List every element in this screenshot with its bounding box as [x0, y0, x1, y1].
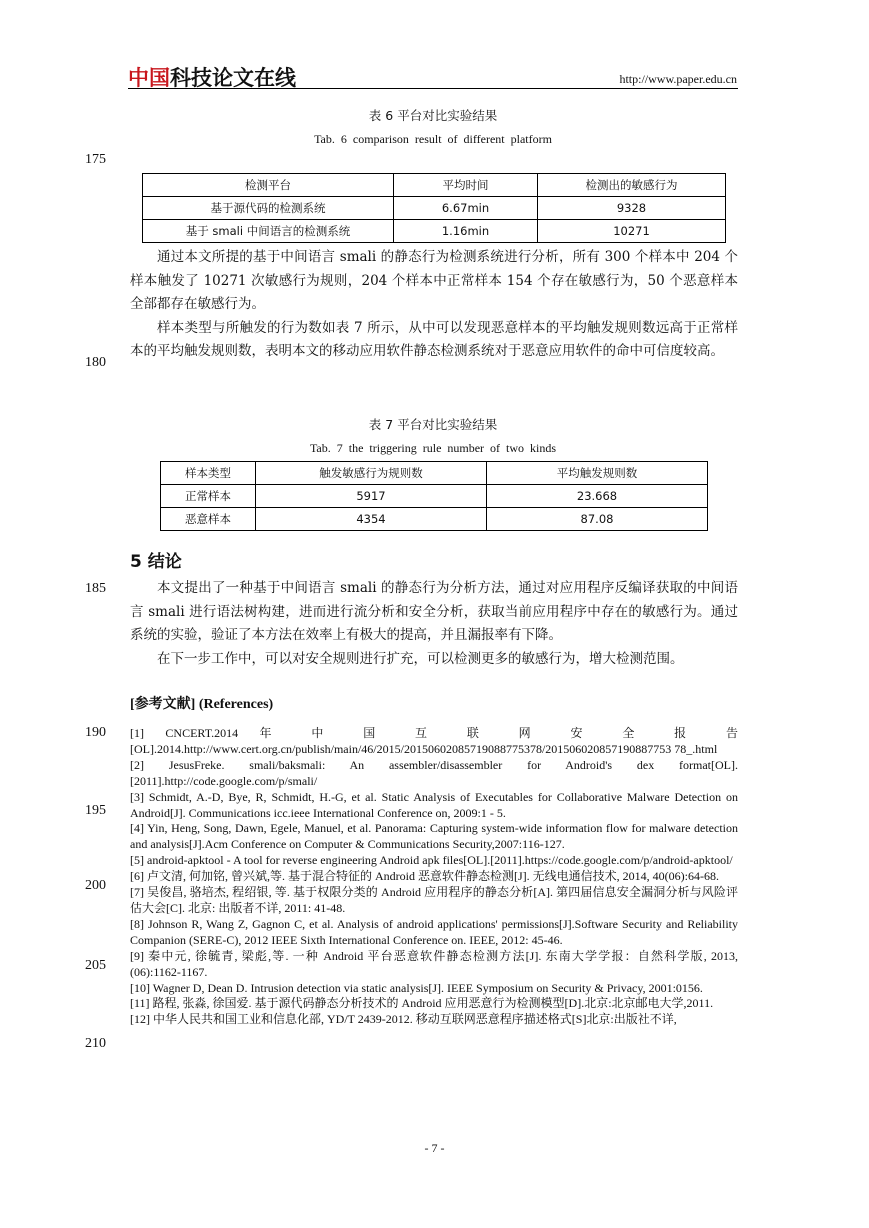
table-header-cell: 触发敏感行为规则数 — [256, 462, 487, 485]
references-heading: [参考文献] (References) — [130, 697, 274, 712]
conclusion-paragraphs — [130, 577, 738, 671]
reference-item: [3] Schmidt, A.-D, Bye, R, Schmidt, H.-G, et al. Static Analysis of Executables for Collaborative Malware Detection on Android[J]. Communications icc.ieee International Conference on, 2009:1 - 5. — [130, 789, 738, 820]
table-cell: 1.16min — [394, 220, 538, 243]
table-header-cell: 平均触发规则数 — [487, 462, 708, 485]
table-header-cell: 样本类型 — [161, 462, 256, 485]
table6 — [142, 173, 726, 243]
table-cell: 9328 — [538, 197, 726, 220]
header-rule — [128, 88, 738, 89]
line-number-200: 200 — [85, 878, 106, 893]
logo-red-text: 中国 — [128, 66, 170, 90]
reference-item: [2] JesusFreke. smali/baksmali: An assembler/disassembler for Android's dex format[OL].[2011].http://code.google.com/p/smali/ — [130, 757, 738, 788]
reference-item: [12] 中华人民共和国工业和信息化部, YD/T 2439-2012. 移动互联网恶意程序描述格式[S]北京:出版社不详, — [130, 1012, 677, 1027]
line-number-190: 190 — [85, 725, 106, 740]
table6-caption-cn: 表 6 平台对比实验结果 — [368, 108, 498, 123]
table-row — [143, 220, 726, 243]
table-cell: 5917 — [256, 485, 487, 508]
table-row — [161, 462, 708, 485]
line-number-205: 205 — [85, 958, 106, 973]
reference-list — [130, 726, 738, 1028]
line-number-195: 195 — [85, 803, 106, 818]
table-cell: 10271 — [538, 220, 726, 243]
table-cell: 基于源代码的检测系统 — [143, 197, 394, 220]
table-row — [161, 485, 708, 508]
reference-item: [4] Yin, Heng, Song, Dawn, Egele, Manuel, et al. Panorama: Capturing system-wide information flow for malware detection and analysis[J].Acm Conference on Computer & Communications Security,2007:116-127. — [130, 821, 738, 852]
table-cell: 4354 — [256, 508, 487, 531]
paragraph: 在下一步工作中，可以对安全规则进行扩充，可以检测更多的敏感行为，增大检测范围。 — [157, 650, 684, 667]
table-row — [161, 508, 708, 531]
section-title: 5 结论 — [130, 552, 182, 572]
reference-item: [6] 卢文清, 何加铭, 曾兴斌,等. 基于混合特征的 Android 恶意软件静态检测[J]. 无线电通信技术, 2014, 40(06):64-68. — [130, 869, 719, 884]
reference-item: [9] 秦中元, 徐毓青, 梁彪,等. 一种 Android 平台恶意软件静态检测方法[J]. 东南大学学报：自然科学版, 2013, (06):1162-1167. — [130, 948, 738, 979]
results-paragraphs — [130, 246, 738, 364]
table-cell: 6.67min — [394, 197, 538, 220]
header-url[interactable]: http://www.paper.edu.cn — [619, 72, 737, 86]
reference-item: [7] 吴俊昌, 骆培杰, 程绍银, 等. 基于权限分类的 Android 应用程序的静态分析[A]. 第四届信息安全漏洞分析与风险评估大会[C]. 北京: 出版者不详, 2011: 41-48. — [130, 885, 738, 915]
reference-item: [11] 路程, 张淼, 徐国爱. 基于源代码静态分析技术的 Android 应用恶意行为检测模型[D].北京:北京邮电大学,2011. — [130, 996, 714, 1011]
table7-caption-cn: 表 7 平台对比实验结果 — [368, 417, 498, 432]
table-row — [143, 174, 726, 197]
logo-black-text: 科技论文在线 — [170, 66, 296, 90]
paragraph: 样本类型与所触发的行为数如表 7 所示，从中可以发现恶意样本的平均触发规则数远高于正常样本的平均触发规则数，表明本文的移动应用软件静态检测系统对于恶意应用软件的命中可信度较高。 — [130, 319, 738, 359]
table7-caption-en: Tab. 7 the triggering rule number of two kinds — [309, 441, 557, 455]
line-number-175: 175 — [85, 152, 106, 167]
line-number-180: 180 — [85, 355, 106, 370]
reference-item: [1] CNCERT.2014 年 中 国 互 联 网 安 全 报 告 [OL].2014.http://www.cert.org.cn/publish/main/46/2015/20150602085719088775378/201506020857190887753 78_.html — [130, 726, 738, 756]
line-number-185: 185 — [85, 581, 106, 596]
table6-caption-en: Tab. 6 comparison result of different platform — [314, 132, 552, 146]
reference-item: [8] Johnson R, Wang Z, Gagnon C, et al. Analysis of android applications' permissions[J].Software Security and Reliability Companion (SERE-C), 2012 IEEE Sixth International Conference on. IEEE, 2012: 45-46. — [130, 916, 738, 947]
reference-item: [10] Wagner D, Dean D. Intrusion detection via static analysis[J]. IEEE Symposium on Security & Privacy, 2001:0156. — [130, 980, 703, 995]
table-cell: 正常样本 — [161, 485, 256, 508]
line-number-210: 210 — [85, 1036, 106, 1051]
table-cell: 23.668 — [487, 485, 708, 508]
table-row — [143, 197, 726, 220]
table-cell: 87.08 — [487, 508, 708, 531]
table-header-cell: 检测出的敏感行为 — [538, 174, 726, 197]
table-header-cell: 平均时间 — [394, 174, 538, 197]
paragraph: 通过本文所提的基于中间语言 smali 的静态行为检测系统进行分析，所有 300 个样本中 204 个样本触发了 10271 次敏感行为规则，204 个样本中正常样本 154 个存在敏感行为，50 个恶意样本全部都存在敏感行为。 — [130, 249, 738, 312]
page-number: - 7 - — [424, 1141, 445, 1155]
table-cell: 恶意样本 — [161, 508, 256, 531]
paragraph: 本文提出了一种基于中间语言 smali 的静态行为分析方法，通过对应用程序反编译获取的中间语言 smali 进行语法树构建，进而进行流分析和安全分析，获取当前应用程序中存在的敏感行为。通过系统的实验，验证了本方法在效率上有极大的提高，并且漏报率有下降。 — [130, 580, 738, 643]
reference-item: [5] android-apktool - A tool for reverse engineering Android apk files[OL].[2011].https://code.google.com/p/android-apktool/ — [130, 853, 733, 868]
table7 — [160, 461, 708, 531]
table-cell: 基于 smali 中间语言的检测系统 — [143, 220, 394, 243]
table-header-cell: 检测平台 — [143, 174, 394, 197]
